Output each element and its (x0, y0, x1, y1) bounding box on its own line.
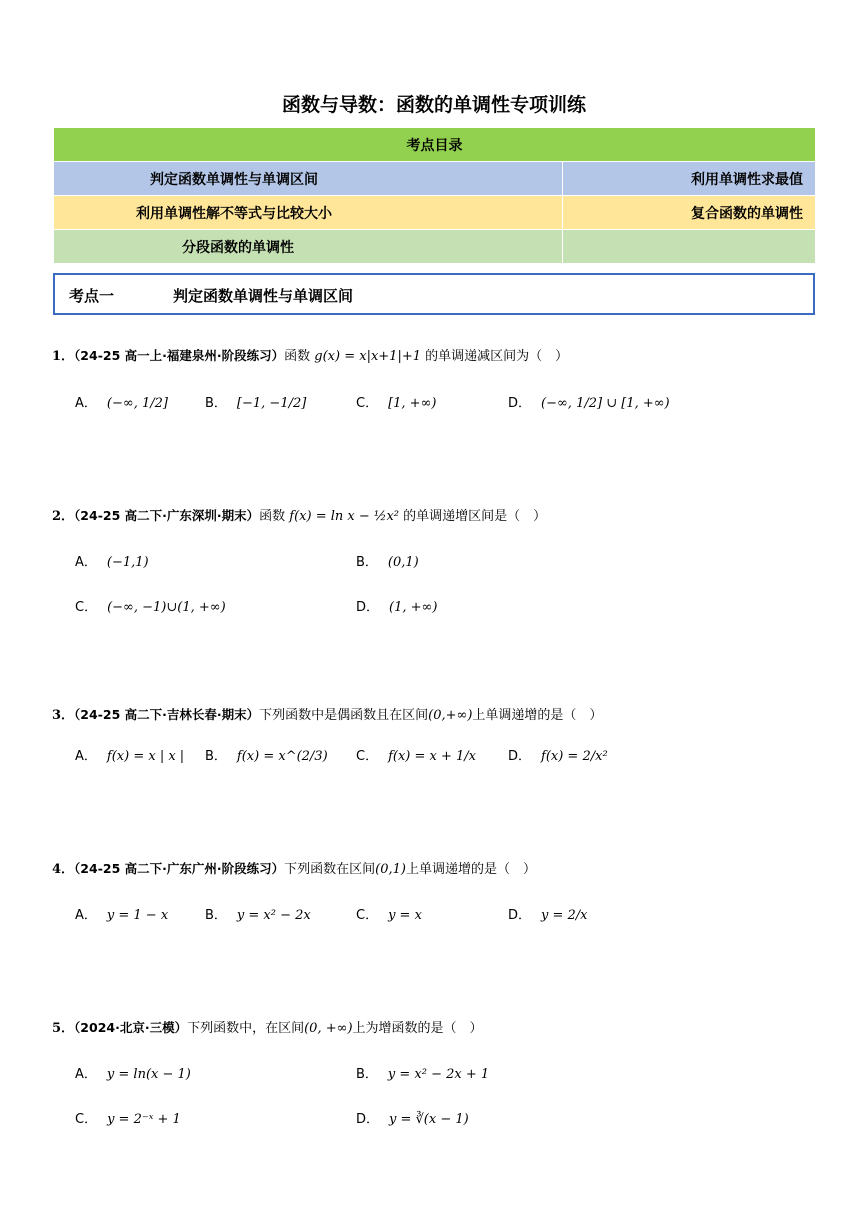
stem-expression: (0, +∞) (304, 1021, 353, 1036)
page-title: 函数与导数：函数的单调性专项训练 (281, 94, 586, 116)
section-label: 考点一 (69, 287, 115, 305)
stem-text: 上单调递增的是（ ） (472, 708, 603, 723)
question-source: （24-25 高二下·吉林长春·期末） (74, 707, 260, 722)
stem-text: 下列函数中，在区间 (187, 1021, 305, 1036)
stem-expression: g(x) = x|x+1|+1 (314, 349, 421, 364)
option-letter: A． (75, 555, 97, 570)
toc-item[interactable]: 利用单调性解不等式与比较大小 (54, 196, 563, 230)
option-value: (−∞, 1/2] ∪ [1, +∞) (541, 396, 670, 411)
option-letter: A． (75, 749, 97, 764)
option-letter: A． (75, 396, 97, 411)
question-stem (52, 858, 536, 877)
question-source: （24-25 高二下·广东广州·阶段练习） (74, 861, 285, 876)
question-source: （24-25 高二下·广东深圳·期末） (74, 508, 260, 523)
option-value: (−∞, 1/2] (106, 396, 168, 411)
option-letter: D． (356, 600, 380, 615)
option-letter: C． (356, 908, 379, 923)
stem-text: 下列函数在区间 (284, 862, 376, 877)
stem-expression: f(x) = ln x − ½x² (289, 509, 400, 524)
option-c[interactable] (356, 745, 476, 764)
option-a[interactable] (75, 904, 168, 923)
toc-empty-cell (563, 230, 816, 264)
toc-header: 考点目录 (54, 128, 816, 162)
option-a[interactable] (75, 551, 149, 570)
option-d[interactable] (356, 596, 437, 615)
stem-text: 的单调递增区间是（ ） (403, 509, 547, 524)
option-letter: C． (356, 749, 379, 764)
option-letter: C． (75, 1112, 98, 1127)
toc-item[interactable]: 分段函数的单调性 (54, 230, 563, 264)
option-d[interactable] (508, 745, 608, 764)
option-value: y = ln(x − 1) (106, 1067, 191, 1082)
toc-item[interactable]: 利用单调性求最值 (563, 162, 816, 196)
section-header (53, 273, 815, 315)
option-value: [−1, −1/2] (236, 396, 307, 411)
option-value: y = 2/x (541, 908, 588, 923)
question-number: 2． (52, 509, 75, 524)
option-letter: B． (205, 396, 227, 411)
option-c[interactable] (356, 392, 436, 411)
option-a[interactable] (75, 1063, 191, 1082)
stem-text: 上单调递增的是（ ） (405, 862, 536, 877)
question-stem (52, 505, 546, 524)
toc-table (53, 127, 816, 264)
option-value: f(x) = 2/x² (541, 749, 608, 764)
question-number: 5． (52, 1021, 75, 1036)
option-value: y = ∛(x − 1) (389, 1112, 469, 1127)
stem-text: 上为增函数的是（ ） (352, 1021, 483, 1036)
option-value: y = x² − 2x (236, 908, 311, 923)
option-letter: D． (508, 396, 532, 411)
option-a[interactable] (75, 392, 168, 411)
option-value: f(x) = x^(2/3) (236, 749, 328, 764)
option-value: y = x² − 2x + 1 (387, 1067, 490, 1082)
question-stem (52, 1017, 483, 1036)
stem-expression: (0,+∞) (428, 708, 473, 723)
section-title: 判定函数单调性与单调区间 (173, 287, 354, 305)
stem-text: 函数 (259, 509, 286, 524)
option-letter: C． (75, 600, 98, 615)
question-stem (52, 345, 568, 364)
stem-text: 函数 (284, 349, 311, 364)
toc-item[interactable]: 判定函数单调性与单调区间 (54, 162, 563, 196)
question-stem (52, 704, 602, 723)
option-value: (−1,1) (106, 555, 149, 570)
question-source: （2024·北京·三模） (74, 1020, 188, 1035)
option-c[interactable] (75, 596, 226, 615)
option-b[interactable] (205, 745, 328, 764)
option-value: (1, +∞) (389, 600, 438, 615)
option-b[interactable] (205, 392, 306, 411)
question-source: （24-25 高一上·福建泉州·阶段练习） (74, 348, 285, 363)
toc-item[interactable]: 复合函数的单调性 (563, 196, 816, 230)
option-b[interactable] (205, 904, 311, 923)
option-c[interactable] (356, 904, 422, 923)
option-letter: D． (356, 1112, 380, 1127)
option-value: y = 2⁻ˣ + 1 (107, 1112, 181, 1127)
option-value: y = 1 − x (106, 908, 169, 923)
stem-text: 下列函数中是偶函数且在区间 (259, 708, 429, 723)
option-letter: D． (508, 908, 532, 923)
stem-expression: (0,1) (375, 862, 406, 877)
option-letter: B． (356, 555, 378, 570)
option-value: f(x) = x + 1/x (388, 749, 476, 764)
option-value: f(x) = x | x | (106, 749, 185, 764)
stem-text: 的单调递减区间为（ ） (425, 349, 569, 364)
option-c[interactable] (75, 1108, 181, 1127)
option-b[interactable] (356, 1063, 489, 1082)
option-value: (−∞, −1)∪(1, +∞) (107, 600, 226, 615)
option-letter: D． (508, 749, 532, 764)
option-letter: C． (356, 396, 379, 411)
option-letter: B． (205, 749, 227, 764)
option-value: y = x (388, 908, 422, 923)
option-letter: B． (205, 908, 227, 923)
question-number: 3． (52, 708, 75, 723)
question-number: 4． (52, 862, 75, 877)
option-b[interactable] (356, 551, 419, 570)
option-value: (0,1) (387, 555, 419, 570)
option-value: [1, +∞) (388, 396, 437, 411)
option-a[interactable] (75, 745, 184, 764)
question-number: 1． (52, 349, 75, 364)
option-d[interactable] (356, 1108, 469, 1127)
option-d[interactable] (508, 392, 670, 411)
option-d[interactable] (508, 904, 588, 923)
option-letter: A． (75, 1067, 97, 1082)
option-letter: A． (75, 908, 97, 923)
option-letter: B． (356, 1067, 378, 1082)
